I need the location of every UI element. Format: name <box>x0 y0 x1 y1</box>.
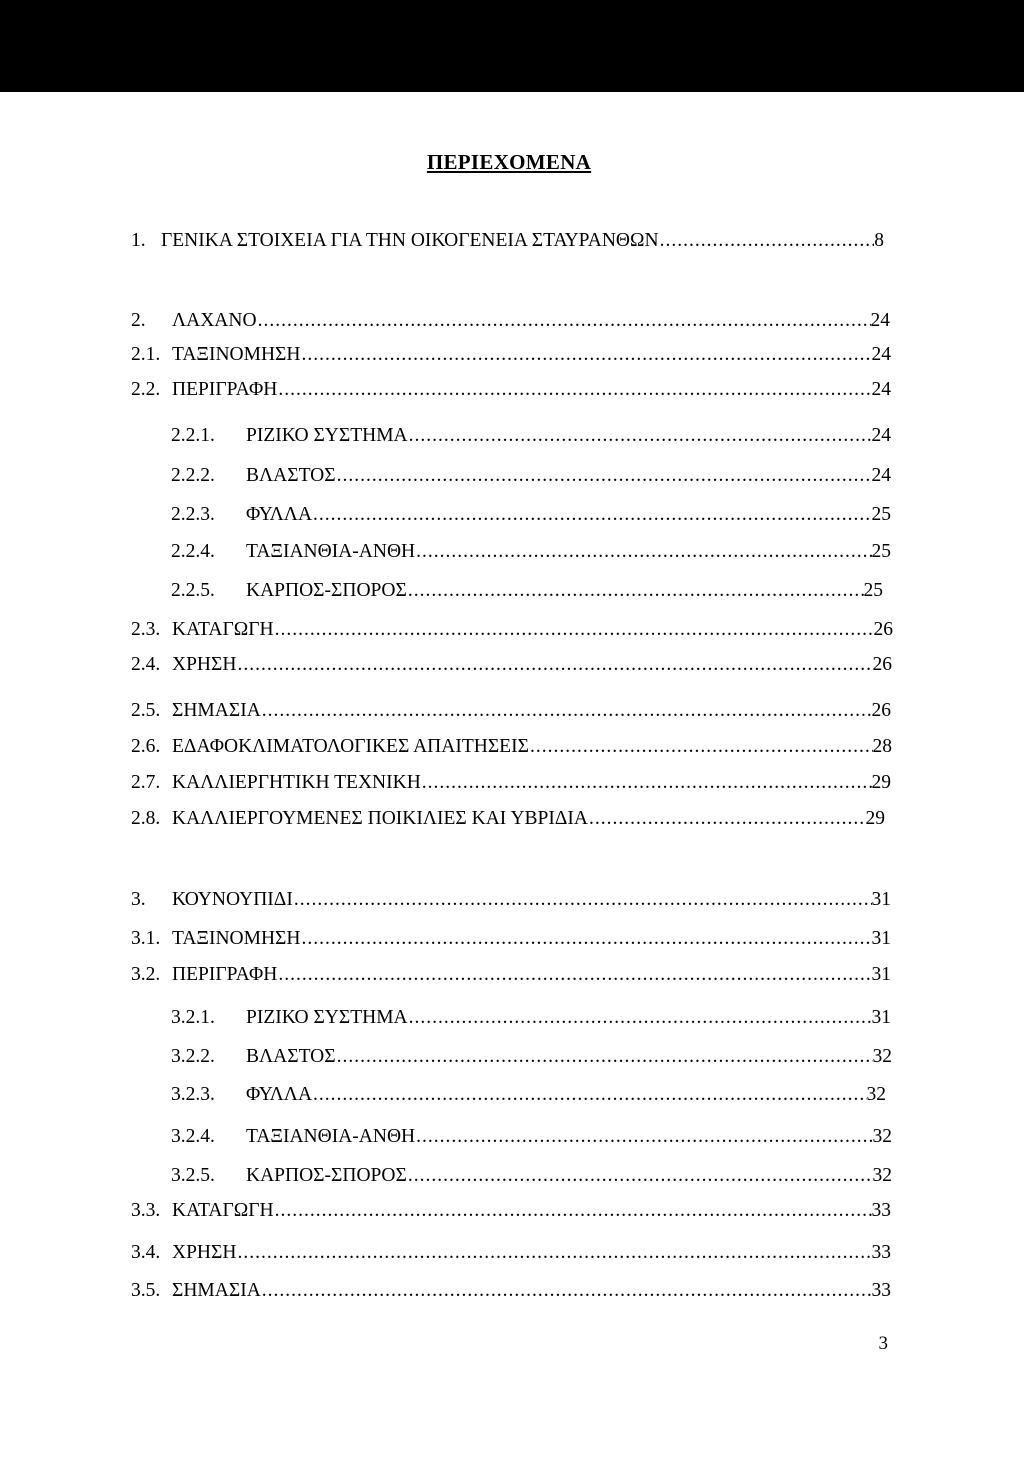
dot-leader <box>278 963 871 987</box>
toc-entry <box>0 927 1024 951</box>
toc-entry-number: 2.6. <box>131 736 161 757</box>
toc-entry-page: 32 <box>872 1126 892 1147</box>
toc-entry-page: 31 <box>871 928 891 949</box>
toc-entry-label: ΚΑΤΑΓΩΓΗ <box>172 619 274 640</box>
toc-entry-label: ΧΡΗΣΗ <box>172 654 237 675</box>
toc-entry <box>0 1006 1024 1030</box>
dot-leader <box>301 927 871 951</box>
toc-entry-page: 33 <box>871 1280 891 1301</box>
toc-entry-label: ΣΗΜΑΣΙΑ <box>172 1280 261 1301</box>
toc-entry-number: 2.3. <box>131 619 161 640</box>
dot-leader <box>237 1241 871 1265</box>
toc-entry <box>0 309 1024 333</box>
toc-entry <box>0 579 1024 603</box>
toc-title: ΠΕΡΙΕΧΟΜΕΝΑ <box>426 150 592 174</box>
toc-entry <box>0 618 1024 642</box>
toc-entry <box>0 378 1024 402</box>
toc-entry-label: ΚΑΛΛΙΕΡΓΗΤΙΚΗ ΤΕΧΝΙΚΗ <box>172 772 421 793</box>
toc-entry-label: ΦΥΛΛΑ <box>246 504 313 525</box>
toc-entry-number: 3.2. <box>131 964 161 985</box>
dot-leader <box>408 1164 873 1188</box>
toc-entry-number: 2.8. <box>131 808 161 829</box>
scan-dark-margin <box>0 0 1024 92</box>
toc-entry-page: 31 <box>871 964 891 985</box>
toc-entry-label: ΚΑΤΑΓΩΓΗ <box>172 1200 274 1221</box>
dot-leader <box>409 1006 872 1030</box>
toc-entry-number: 3.5. <box>131 1280 161 1301</box>
toc-entry <box>0 1083 1024 1107</box>
toc-entry-number: 3. <box>131 889 146 910</box>
toc-entry-page: 8 <box>874 230 884 251</box>
toc-entry-page: 26 <box>873 619 893 640</box>
toc-entry-label: ΤΑΞΙΑΝΘΙΑ-ΑΝΘΗ <box>246 541 416 562</box>
dot-leader <box>258 309 871 333</box>
dot-leader <box>408 579 864 603</box>
toc-entry-number: 2.5. <box>131 700 161 721</box>
toc-entry-number: 2. <box>131 310 146 331</box>
dot-leader <box>530 735 873 759</box>
toc-entry <box>0 503 1024 527</box>
dot-leader <box>262 1279 872 1303</box>
toc-entry-label: ΧΡΗΣΗ <box>172 1242 237 1263</box>
toc-entry <box>0 1199 1024 1223</box>
dot-leader <box>301 343 871 367</box>
toc-entry-label: ΕΔΑΦΟΚΛΙΜΑΤΟΛΟΓΙΚΕΣ ΑΠΑΙΤΗΣΕΙΣ <box>172 736 529 757</box>
toc-entry-page: 25 <box>871 541 891 562</box>
toc-entry <box>0 1045 1024 1069</box>
toc-entry <box>0 424 1024 448</box>
toc-entry <box>0 653 1024 677</box>
toc-entry-label: ΡΙΖΙΚΟ ΣΥΣΤΗΜΑ <box>246 425 408 446</box>
toc-entry-label: ΚΑΡΠΟΣ-ΣΠΟΡΟΣ <box>246 580 407 601</box>
dot-leader <box>337 464 872 488</box>
toc-entry <box>0 888 1024 912</box>
toc-entry-number: 2.2.2. <box>171 465 215 486</box>
toc-entry-label: ΚΑΡΠΟΣ-ΣΠΟΡΟΣ <box>246 1165 407 1186</box>
toc-entry-page: 32 <box>866 1084 886 1105</box>
dot-leader <box>422 771 872 795</box>
toc-entry-page: 29 <box>865 808 885 829</box>
toc-entry-number: 3.3. <box>131 1200 161 1221</box>
toc-entry-page: 29 <box>871 772 891 793</box>
toc-entry-number: 3.2.4. <box>171 1126 215 1147</box>
toc-entry-number: 2.2.1. <box>171 425 215 446</box>
dot-leader <box>275 618 874 642</box>
toc-entry-label: ΠΕΡΙΓΡΑΦΗ <box>172 379 278 400</box>
toc-entry-label: ΓΕΝΙΚΑ ΣΤΟΙΧΕΙΑ ΓΙΑ ΤΗΝ ΟΙΚΟΓΕΝΕΙΑ ΣΤΑΥΡΑΝΘΩΝ <box>161 230 659 251</box>
dot-leader <box>416 540 871 564</box>
toc-entry-page: 24 <box>871 344 891 365</box>
toc-entry <box>0 807 1024 831</box>
dot-leader <box>416 1125 872 1149</box>
toc-entry-number: 3.2.2. <box>171 1046 215 1067</box>
dot-leader <box>337 1045 873 1069</box>
toc-entry-number: 1. <box>131 230 146 251</box>
toc-entry-page: 25 <box>871 504 891 525</box>
toc-entry-page: 24 <box>871 425 891 446</box>
toc-entry <box>0 343 1024 367</box>
toc-entry-number: 2.2.4. <box>171 541 215 562</box>
dot-leader <box>409 424 872 448</box>
toc-entry-page: 32 <box>872 1046 892 1067</box>
toc-entry-number: 3.1. <box>131 928 161 949</box>
toc-entry-number: 3.2.3. <box>171 1084 215 1105</box>
toc-entry-page: 31 <box>871 889 891 910</box>
dot-leader <box>294 888 872 912</box>
toc-entry-page: 26 <box>872 654 892 675</box>
toc-entry-number: 2.4. <box>131 654 161 675</box>
toc-entry-label: ΚΟΥΝΟΥΠΙΔΙ <box>172 889 293 910</box>
toc-entry-label: ΛΑΧΑΝΟ <box>172 310 257 331</box>
toc-entry <box>0 1164 1024 1188</box>
toc-entry-page: 32 <box>872 1165 892 1186</box>
dot-leader <box>313 1083 866 1107</box>
toc-entry-label: ΒΛΑΣΤΟΣ <box>246 1046 336 1067</box>
toc-entry <box>0 963 1024 987</box>
toc-entry <box>0 771 1024 795</box>
toc-entry-page: 25 <box>863 580 883 601</box>
toc-entry-page: 31 <box>871 1007 891 1028</box>
page-number: 3 <box>878 1333 888 1354</box>
toc-entry-number: 2.2. <box>131 379 161 400</box>
toc-entry-label: ΤΑΞΙΝΟΜΗΣΗ <box>172 928 301 949</box>
toc-entry-number: 2.2.5. <box>171 580 215 601</box>
dot-leader <box>262 699 872 723</box>
toc-entry-page: 33 <box>871 1200 891 1221</box>
dot-leader <box>237 653 872 677</box>
toc-entry <box>0 464 1024 488</box>
toc-entry-number: 2.1. <box>131 344 161 365</box>
toc-entry-number: 3.2.1. <box>171 1007 215 1028</box>
toc-entry <box>0 1279 1024 1303</box>
toc-entry-page: 26 <box>871 700 891 721</box>
toc-entry-label: ΤΑΞΙΑΝΘΙΑ-ΑΝΘΗ <box>246 1126 416 1147</box>
toc-entry <box>0 735 1024 759</box>
toc-entry <box>0 540 1024 564</box>
toc-entry-label: ΦΥΛΛΑ <box>246 1084 313 1105</box>
toc-entry <box>0 1241 1024 1265</box>
toc-entry-page: 24 <box>871 465 891 486</box>
dot-leader <box>589 807 866 831</box>
toc-entry-label: ΒΛΑΣΤΟΣ <box>246 465 336 486</box>
toc-entry <box>0 229 1024 253</box>
dot-leader <box>313 503 871 527</box>
toc-entry-label: ΠΕΡΙΓΡΑΦΗ <box>172 964 278 985</box>
toc-entry-number: 3.2.5. <box>171 1165 215 1186</box>
toc-entry-number: 2.7. <box>131 772 161 793</box>
toc-entry-label: ΡΙΖΙΚΟ ΣΥΣΤΗΜΑ <box>246 1007 408 1028</box>
toc-entry <box>0 1125 1024 1149</box>
dot-leader <box>275 1199 872 1223</box>
dot-leader <box>660 229 875 253</box>
toc-entry <box>0 699 1024 723</box>
toc-entry-label: ΚΑΛΛΙΕΡΓΟΥΜΕΝΕΣ ΠΟΙΚΙΛΙΕΣ ΚΑΙ ΥΒΡΙΔΙΑ <box>172 808 588 829</box>
dot-leader <box>278 378 871 402</box>
toc-entry-page: 24 <box>871 379 891 400</box>
toc-entry-number: 3.4. <box>131 1242 161 1263</box>
toc-entry-number: 2.2.3. <box>171 504 215 525</box>
toc-entry-label: ΣΗΜΑΣΙΑ <box>172 700 261 721</box>
toc-entry-page: 24 <box>870 310 890 331</box>
toc-entry-label: ΤΑΞΙΝΟΜΗΣΗ <box>172 344 301 365</box>
toc-entry-page: 33 <box>871 1242 891 1263</box>
toc-entry-page: 28 <box>872 736 892 757</box>
